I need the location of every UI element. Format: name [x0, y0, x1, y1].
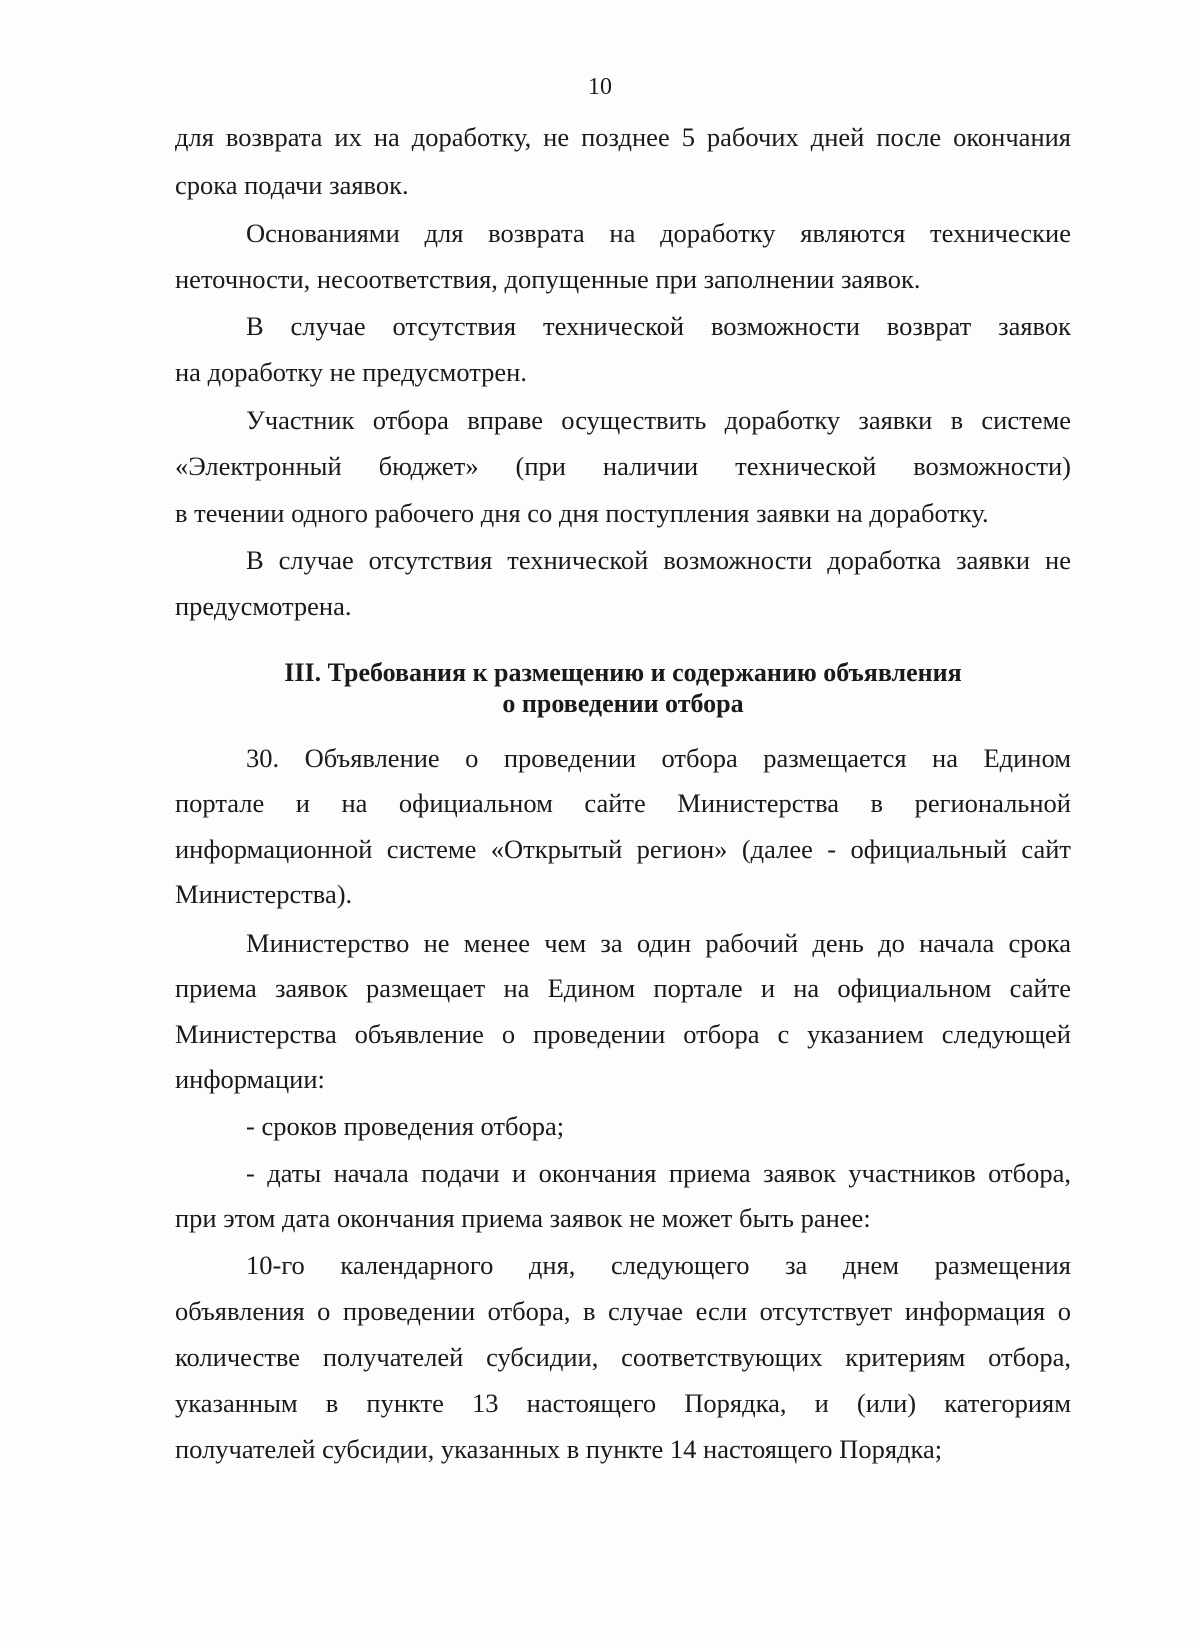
- text-line: указанным в пункте 13 настоящего Порядка, и (или) категориям: [175, 1388, 1071, 1418]
- text-line: количестве получателей субсидии, соответствующих критериям отбора,: [175, 1342, 1071, 1372]
- text-line: для возврата их на доработку, не позднее 5 рабочих дней после окончания: [175, 122, 1071, 152]
- text-line: информации:: [175, 1064, 325, 1094]
- text-line: предусмотрена.: [175, 591, 352, 621]
- text-line: объявления о проведении отбора, в случае если отсутствует информация о: [175, 1296, 1071, 1326]
- section-heading: о проведении отбора: [502, 689, 744, 718]
- text-line: 10-го календарного дня, следующего за днем размещения: [246, 1250, 1071, 1280]
- text-line: Участник отбора вправе осуществить доработку заявки в системе: [246, 405, 1071, 435]
- text-line: срока подачи заявок.: [175, 170, 409, 200]
- list-item: - сроков проведения отбора;: [246, 1111, 565, 1141]
- text-line: информационной системе «Открытый регион» (далее - официальный сайт: [175, 834, 1071, 864]
- text-line: Министерство не менее чем за один рабочий день до начала срока: [246, 928, 1071, 958]
- text-line: при этом дата окончания приема заявок не может быть ранее:: [175, 1203, 871, 1233]
- text-line: 30. Объявление о проведении отбора размещается на Едином: [246, 743, 1071, 773]
- section-heading: III. Требования к размещению и содержанию объявления: [284, 658, 962, 687]
- list-item: - даты начала подачи и окончания приема заявок участников отбора,: [246, 1158, 1071, 1188]
- text-line: портале и на официальном сайте Министерства в региональной: [175, 788, 1071, 818]
- text-line: приема заявок размещает на Едином портале и на официальном сайте: [175, 973, 1071, 1003]
- text-line: В случае отсутствия технической возможности доработка заявки не: [246, 545, 1071, 575]
- text-line: получателей субсидии, указанных в пункте 14 настоящего Порядка;: [175, 1434, 943, 1464]
- text-line: в течении одного рабочего дня со дня поступления заявки на доработку.: [175, 498, 989, 528]
- text-line: неточности, несоответствия, допущенные при заполнении заявок.: [175, 264, 921, 294]
- text-line: Основаниями для возврата на доработку являются технические: [246, 218, 1071, 248]
- page-number: 10: [588, 74, 612, 100]
- text-line: Министерства).: [175, 879, 353, 909]
- text-line: «Электронный бюджет» (при наличии технической возможности): [175, 451, 1071, 481]
- text-line: на доработку не предусмотрен.: [175, 357, 527, 387]
- text-line: В случае отсутствия технической возможности возврат заявок: [246, 311, 1071, 341]
- text-line: Министерства объявление о проведении отбора с указанием следующей: [175, 1019, 1071, 1049]
